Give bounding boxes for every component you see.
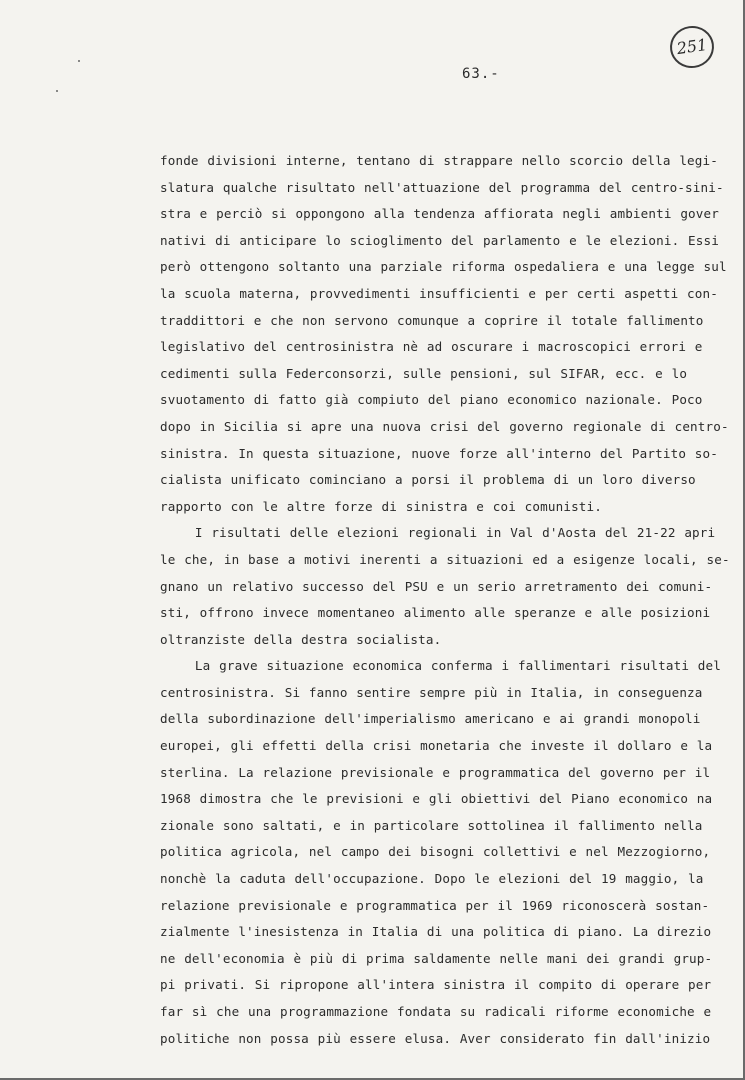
text-line: La grave situazione economica conferma i fallimentari risultati del: [160, 658, 721, 674]
text-line: I risultati delle elezioni regionali in Val d'Aosta del 21-22 apri: [160, 525, 716, 541]
text-line: dopo in Sicilia si apre una nuova crisi del governo regionale di centro-: [160, 418, 729, 434]
paper-speck: [56, 90, 58, 92]
text-line: la scuola materna, provvedimenti insufficienti e per certi aspetti con-: [160, 285, 718, 301]
body-text: [160, 148, 730, 1052]
text-line: ne dell'economia è più di prima saldamente nelle mani dei grandi grup-: [160, 950, 713, 966]
text-line: nativi di anticipare lo scioglimento del parlamento e le elezioni. Essi: [160, 232, 719, 248]
text-line: sinistra. In questa situazione, nuove forze all'interno del Partito so-: [160, 445, 718, 461]
text-line: stra e perciò si oppongono alla tendenza affiorata negli ambienti gover: [160, 206, 719, 222]
text-line: svuotamento di fatto già compiuto del piano economico nazionale. Poco: [160, 392, 703, 408]
text-line: traddittori e che non servono comunque a coprire il totale fallimento: [160, 312, 704, 328]
text-line: fonde divisioni interne, tentano di strappare nello scorcio della legi-: [160, 153, 718, 168]
text-line: politica agricola, nel campo dei bisogni collettivi e nel Mezzogiorno,: [160, 844, 711, 860]
text-line: pi privati. Si ripropone all'intera sinistra il compito di operare per: [160, 977, 712, 993]
archive-page-stamp: 251: [667, 23, 716, 71]
text-line: 1968 dimostra che le previsioni e gli obiettivi del Piano economico na: [160, 791, 713, 807]
text-line: far sì che una programmazione fondata su radicali riforme economiche e: [160, 1004, 712, 1019]
text-line: però ottengono soltanto una parziale riforma ospedaliera e una legge sul: [160, 259, 727, 275]
text-line: zionale sono saltati, e in particolare sottolinea il fallimento nella: [160, 817, 703, 833]
text-line: oltranziste della destra socialista.: [160, 631, 442, 647]
text-line: politiche non possa più essere elusa. Aver considerato fin dall'inizio: [160, 1030, 711, 1046]
text-line: rapporto con le altre forze di sinistra e coi comunisti.: [160, 498, 602, 514]
text-line: della subordinazione dell'imperialismo americano e ai grandi monopoli: [160, 711, 701, 727]
text-line: slatura qualche risultato nell'attuazione del programma del centro-sini-: [160, 179, 724, 195]
page-number: 63.-: [462, 66, 500, 82]
text-line: legislativo del centrosinistra nè ad oscurare i macroscopici errori e: [160, 339, 703, 355]
text-line: cialista unificato cominciano a porsi il problema di un loro diverso: [160, 472, 696, 488]
text-line: sterlina. La relazione previsionale e programmatica del governo per il: [160, 764, 711, 780]
text-line: centrosinistra. Si fanno sentire sempre più in Italia, in conseguenza: [160, 684, 703, 700]
text-line: sti, offrono invece momentaneo alimento alle speranze e alle posizioni: [160, 605, 711, 621]
text-line: cedimenti sulla Federconsorzi, sulle pensioni, sul SIFAR, ecc. e lo: [160, 365, 688, 381]
text-line: relazione previsionale e programmatica per il 1969 riconoscerà sostan-: [160, 897, 710, 913]
text-line: nonchè la caduta dell'occupazione. Dopo le elezioni del 19 maggio, la: [160, 871, 704, 887]
text-line: zialmente l'inesistenza in Italia di una politica di piano. La direzio: [160, 924, 712, 940]
text-line: gnano un relativo successo del PSU e un serio arretramento dei comuni-: [160, 578, 713, 594]
text-line: europei, gli effetti della crisi monetaria che investe il dollaro e la: [160, 738, 713, 754]
text-line: le che, in base a motivi inerenti a situazioni ed a esigenze locali, se-: [160, 551, 730, 567]
paper-speck: [78, 60, 80, 62]
